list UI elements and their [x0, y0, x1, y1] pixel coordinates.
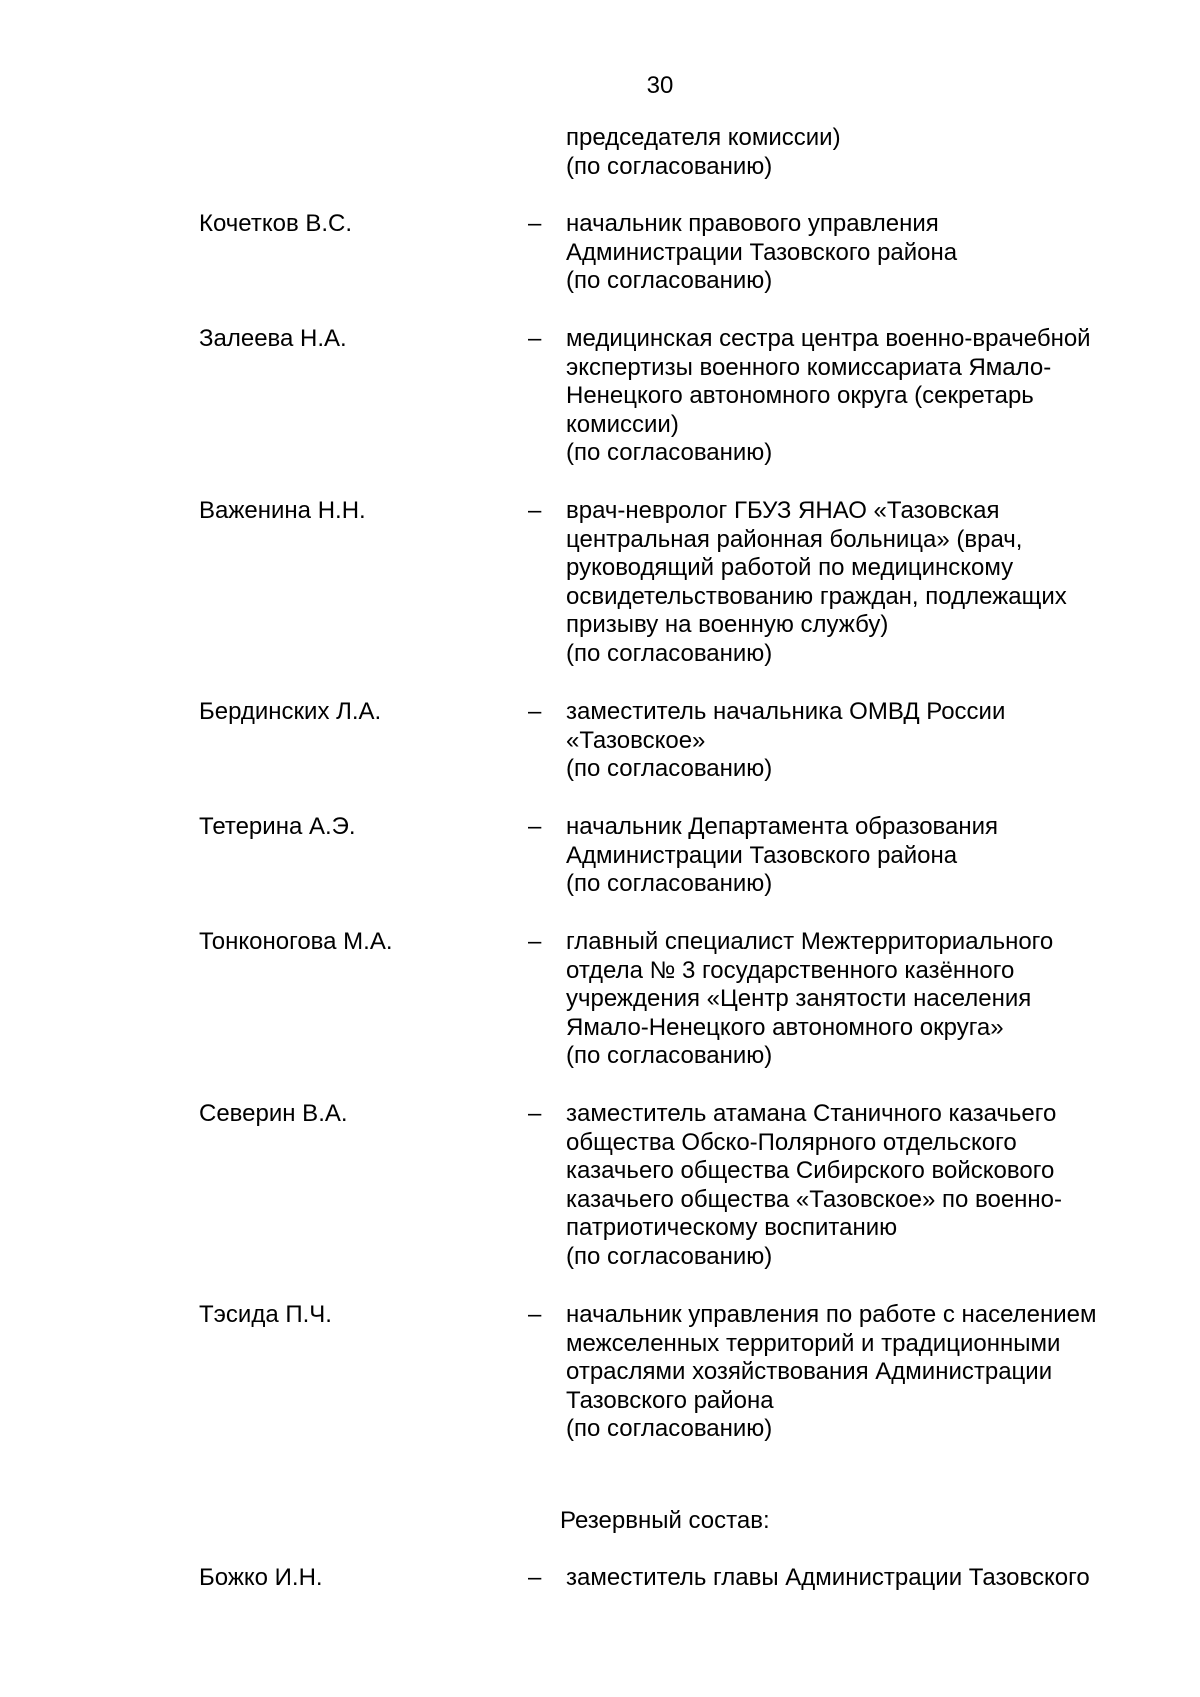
role-line: Ненецкого автономного округа (секретарь: [566, 382, 1034, 410]
member-role: [566, 1301, 1166, 1444]
role-line: (по согласованию): [566, 1415, 773, 1443]
member-name: Тонконогова М.А.: [199, 928, 393, 955]
member-role: [566, 325, 1166, 468]
role-line: Тазовского района: [566, 1386, 774, 1414]
continued-role-text: [566, 124, 1166, 181]
member-role: [566, 698, 1166, 784]
member-role: [566, 497, 1166, 669]
role-line: патриотическому воспитанию: [566, 1214, 898, 1242]
role-line: (по согласованию): [566, 755, 773, 783]
page-number: 30: [646, 72, 674, 99]
role-line: комиссии): [566, 410, 679, 438]
role-line: казачьего общества «Тазовское» по военно-: [566, 1185, 1063, 1213]
role-line: призыву на военную службу): [566, 611, 889, 639]
role-line: казачьего общества Сибирского войскового: [566, 1157, 1055, 1185]
role-line: (по согласованию): [566, 1042, 773, 1070]
role-line: освидетельствованию граждан, подлежащих: [566, 582, 1067, 610]
role-line: руководящий работой по медицинскому: [566, 554, 1014, 582]
role-line: заместитель атамана Станичного казачьего: [566, 1100, 1057, 1127]
role-line: центральная районная больница» (врач,: [566, 525, 1023, 553]
role-line: заместитель главы Администрации Тазовского: [566, 1564, 1090, 1591]
role-line: учреждения «Центр занятости населения: [566, 985, 1032, 1013]
role-line: медицинская сестра центра военно-врачебной: [566, 325, 1091, 352]
role-line: Ямало-Ненецкого автономного округа»: [566, 1013, 1004, 1041]
role-line: врач-невролог ГБУЗ ЯНАО «Тазовская: [566, 497, 1000, 524]
role-line: (по согласованию): [566, 152, 773, 180]
role-line: главный специалист Межтерриториального: [566, 928, 1054, 955]
role-line: (по согласованию): [566, 1242, 773, 1270]
member-name: Божко И.Н.: [199, 1564, 323, 1591]
member-role: [566, 813, 1166, 899]
member-role: [566, 1100, 1166, 1272]
role-line: начальник Департамента образования: [566, 813, 999, 840]
dash-separator: –: [528, 813, 542, 840]
dash-separator: –: [528, 1301, 542, 1328]
member-role: [566, 210, 1166, 296]
role-line: «Тазовское»: [566, 726, 706, 754]
role-line: общества Обско-Полярного отдельского: [566, 1128, 1017, 1156]
role-line: (по согласованию): [566, 870, 773, 898]
dash-separator: –: [528, 1564, 542, 1591]
member-role: [566, 1564, 1166, 1593]
role-line: экспертизы военного комиссариата Ямало-: [566, 353, 1052, 381]
dash-separator: –: [528, 698, 542, 725]
role-line: заместитель начальника ОМВД России: [566, 698, 1006, 725]
member-name: Северин В.А.: [199, 1100, 348, 1127]
role-line: начальник правового управления: [566, 210, 939, 237]
dash-separator: –: [528, 928, 542, 955]
member-role: [566, 928, 1166, 1071]
reserve-heading: Резервный состав:: [560, 1507, 770, 1534]
role-line: (по согласованию): [566, 267, 773, 295]
member-name: Важенина Н.Н.: [199, 497, 366, 524]
role-line: Администрации Тазовского района: [566, 841, 958, 869]
role-line: председателя комиссии): [566, 124, 841, 151]
member-name: Залеева Н.А.: [199, 325, 347, 352]
dash-separator: –: [528, 497, 542, 524]
role-line: Администрации Тазовского района: [566, 238, 958, 266]
role-line: отдела № 3 государственного казённого: [566, 956, 1015, 984]
role-line: межселенных территорий и традиционными: [566, 1329, 1061, 1357]
dash-separator: –: [528, 325, 542, 352]
member-name: Бердинских Л.А.: [199, 698, 382, 725]
member-name: Тэсида П.Ч.: [199, 1301, 332, 1328]
role-line: отраслями хозяйствования Администрации: [566, 1358, 1053, 1386]
member-name: Кочетков В.С.: [199, 210, 353, 237]
role-line: начальник управления по работе с населением: [566, 1301, 1097, 1328]
dash-separator: –: [528, 210, 542, 237]
role-line: (по согласованию): [566, 639, 773, 667]
role-line: (по согласованию): [566, 439, 773, 467]
dash-separator: –: [528, 1100, 542, 1127]
member-name: Тетерина А.Э.: [199, 813, 356, 840]
